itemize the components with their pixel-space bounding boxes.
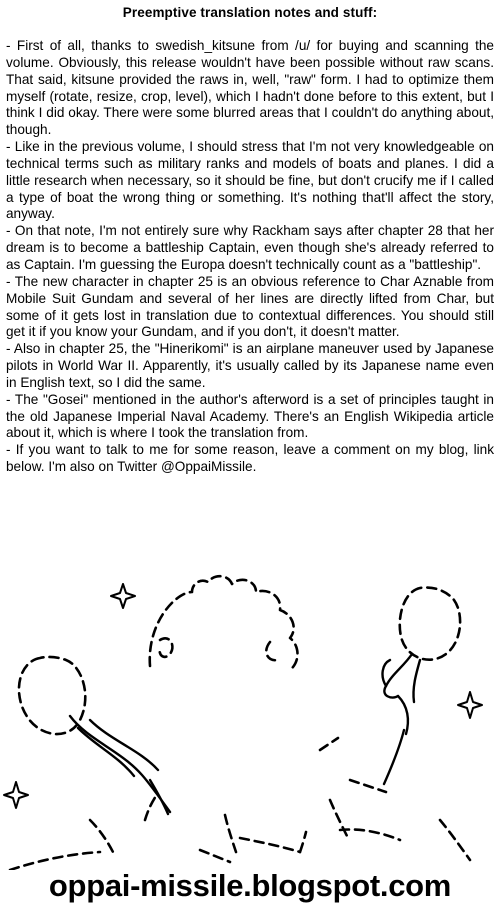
note-item: - If you want to talk to me for some reason, leave a comment on my blog, link below. I'm also on Twitter @OppaiMissile. (6, 442, 494, 475)
note-item: - The new character in chapter 25 is an obvious reference to Char Aznable from Mobile Suit Gundam and several of her lines are directly lifted from Char, but some of it gets lost in translation due to contextual differences. You should still get it if you know your Gundam, and if you don't, it doesn't matter. (6, 273, 494, 340)
line-art-illustration (0, 570, 500, 870)
body-outline (10, 800, 470, 870)
blog-url: oppai-missile.blogspot.com (48, 868, 452, 903)
balloon-right (400, 588, 460, 660)
page-title: Preemptive translation notes and stuff: (122, 5, 378, 20)
character-silhouette (145, 576, 400, 852)
sparkle-icon (111, 584, 135, 608)
balloon-right-trail (383, 654, 420, 784)
note-item: - On that note, I'm not entirely sure why Rackham says after chapter 28 that her dream is to become a battleship Captain, even though she's already referred to as Captain. I'm guessing the Europa doesn't technically count as a "battleship". (6, 223, 494, 272)
note-item: - Like in the previous volume, I should stress that I'm not very knowledgeable on technical terms such as military ranks and models of boats and planes. I did a little research when necessary, so it should be fine, but don't crucify me if I called a type of boat the wrong thing or something. It's nothing that'll affect the story, anyway. (6, 139, 494, 222)
note-item: - The "Gosei" mentioned in the author's afterword is a set of principles taught in the old Japanese Imperial Naval Academy. There's an English Wikipedia article about it, which is where I took the translation from. (6, 391, 494, 441)
note-item: - First of all, thanks to swedish_kitsune from /u/ for buying and scanning the volume. Obviously, this release wouldn't have been possible without raw scans. That said, kitsune provided the raws in, well, "raw" form. I had to optimize them myself (rotate, resize, crop, level), which I hadn't done before to this extent, but I think I did okay. There were some blurred areas that I couldn't do anything about, though. (6, 38, 494, 138)
note-item: - Also in chapter 25, the "Hinerikomi" is an airplane maneuver used by Japanese pilots in World War II. Apparently, it's usually called by its Japanese name even in English text, so I did the same. (6, 341, 494, 390)
sparkle-icon (458, 692, 482, 718)
notes-list (6, 38, 494, 476)
sparkle-icon (4, 782, 28, 808)
